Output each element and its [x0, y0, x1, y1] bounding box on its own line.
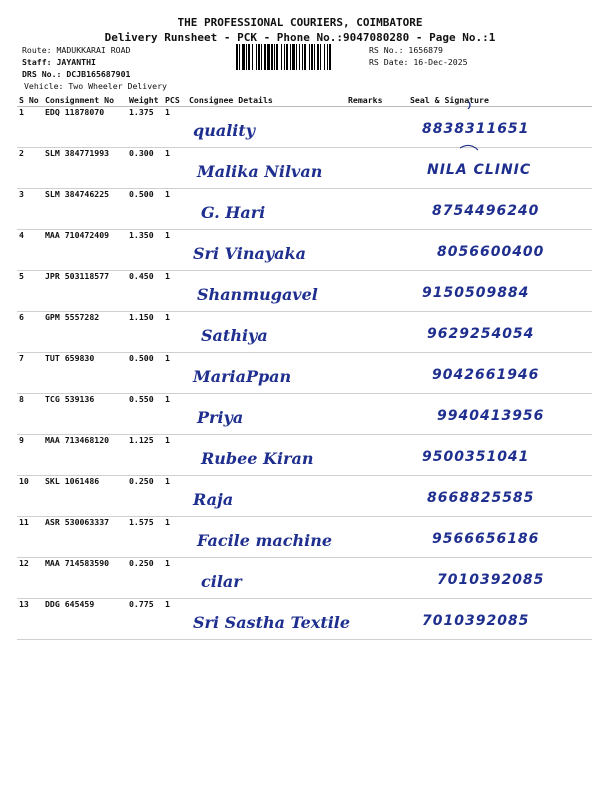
row-weight: 0.250: [127, 558, 163, 599]
row-signature: [408, 599, 592, 640]
row-signature: [408, 558, 592, 599]
signature-handwriting: 9940413956: [437, 408, 545, 424]
row-weight: 0.250: [127, 476, 163, 517]
row-weight: 0.775: [127, 599, 163, 640]
row-signature: [408, 107, 592, 148]
row-signature: [408, 230, 592, 271]
table-row: [17, 599, 592, 640]
row-weight: 0.500: [127, 353, 163, 394]
vehicle-label: Vehicle: Two Wheeler Delivery: [24, 81, 167, 91]
row-consignment-no: MAA 713468120: [43, 435, 127, 476]
row-pcs: 1: [163, 353, 187, 394]
signature-handwriting: 7010392085: [437, 572, 545, 588]
row-remarks: [346, 476, 408, 517]
table-row: [17, 476, 592, 517]
consignee-handwriting: Sri Sastha Textile: [193, 613, 351, 632]
row-sno: 8: [17, 394, 43, 435]
col-consignee: Consignee Details: [187, 93, 346, 107]
table-row: [17, 189, 592, 230]
consignee-handwriting: Priya: [197, 408, 244, 427]
row-weight: 0.300: [127, 148, 163, 189]
rs-number: RS No.: 1656879: [369, 45, 443, 55]
staff-label: Staff: JAYANTHI: [22, 57, 96, 67]
row-consignee: [187, 189, 346, 230]
row-remarks: [346, 148, 408, 189]
row-sno: 11: [17, 517, 43, 558]
row-remarks: [346, 353, 408, 394]
row-sno: 10: [17, 476, 43, 517]
row-pcs: 1: [163, 599, 187, 640]
row-weight: 0.550: [127, 394, 163, 435]
row-consignee: [187, 476, 346, 517]
col-signature: Seal & Signature: [408, 93, 592, 107]
row-sno: 5: [17, 271, 43, 312]
signature-handwriting: 8754496240: [432, 203, 540, 219]
signature-handwriting: 7010392085: [422, 613, 530, 629]
row-consignee: [187, 517, 346, 558]
row-signature: [408, 435, 592, 476]
row-sno: 6: [17, 312, 43, 353]
table-row: [17, 353, 592, 394]
row-consignee: [187, 271, 346, 312]
row-sno: 7: [17, 353, 43, 394]
col-consignment: Consignment No: [43, 93, 127, 107]
table-row: [17, 148, 592, 189]
row-sno: 3: [17, 189, 43, 230]
row-weight: 1.350: [127, 230, 163, 271]
row-consignee: [187, 230, 346, 271]
consignee-handwriting: G. Hari: [201, 203, 266, 222]
row-consignee: [187, 394, 346, 435]
row-remarks: [346, 558, 408, 599]
signature-handwriting: NILA CLINIC: [427, 162, 532, 178]
barcode: [236, 44, 364, 70]
row-consignee: [187, 148, 346, 189]
row-pcs: 1: [163, 230, 187, 271]
row-consignment-no: DDG 645459: [43, 599, 127, 640]
row-pcs: 1: [163, 107, 187, 148]
row-consignment-no: TUT 659830: [43, 353, 127, 394]
row-pcs: 1: [163, 189, 187, 230]
row-pcs: 1: [163, 148, 187, 189]
runsheet-subtitle: Delivery Runsheet - PCK - Phone No.:9047080280 - Page No.:1: [104, 31, 496, 44]
row-consignee: [187, 107, 346, 148]
consignee-handwriting: quality: [193, 121, 256, 140]
table-row: [17, 435, 592, 476]
table-row: [17, 517, 592, 558]
row-consignee: [187, 435, 346, 476]
table-row: [17, 230, 592, 271]
row-remarks: [346, 189, 408, 230]
row-weight: 1.375: [127, 107, 163, 148]
row-signature: [408, 517, 592, 558]
signature-handwriting: 9150509884: [422, 285, 530, 301]
signature-handwriting: 8056600400: [437, 244, 545, 260]
row-remarks: [346, 517, 408, 558]
row-consignee: [187, 312, 346, 353]
signature-handwriting: 8668825585: [427, 490, 535, 506]
row-consignee: [187, 353, 346, 394]
row-consignment-no: JPR 503118577: [43, 271, 127, 312]
row-sno: 2: [17, 148, 43, 189]
row-weight: 1.150: [127, 312, 163, 353]
row-remarks: [346, 271, 408, 312]
route-label: Route: MADUKKARAI ROAD: [22, 45, 131, 55]
signature-handwriting: 9500351041: [422, 449, 530, 465]
rs-date: RS Date: 16-Dec-2025: [369, 57, 468, 67]
consignee-handwriting: Malika Nilvan: [197, 162, 323, 181]
row-consignment-no: SLM 384771993: [43, 148, 127, 189]
consignee-handwriting: MariaPpan: [193, 367, 292, 386]
consignee-handwriting: Facile machine: [197, 531, 333, 550]
row-remarks: [346, 107, 408, 148]
row-consignment-no: GPM 5557282: [43, 312, 127, 353]
row-consignment-no: TCG 539136: [43, 394, 127, 435]
row-sno: 12: [17, 558, 43, 599]
row-consignment-no: MAA 714583590: [43, 558, 127, 599]
col-pcs: PCS: [163, 93, 187, 107]
runsheet-table: [17, 93, 592, 640]
row-signature: [408, 189, 592, 230]
table-row: [17, 271, 592, 312]
row-pcs: 1: [163, 558, 187, 599]
row-sno: 4: [17, 230, 43, 271]
row-weight: 0.450: [127, 271, 163, 312]
row-remarks: [346, 435, 408, 476]
row-signature: [408, 476, 592, 517]
table-row: [17, 107, 592, 148]
row-remarks: [346, 312, 408, 353]
table-row: [17, 394, 592, 435]
table-header-row: [17, 93, 592, 107]
row-signature: [408, 312, 592, 353]
consignee-handwriting: Raja: [193, 490, 234, 509]
consignee-handwriting: Shanmugavel: [197, 285, 318, 304]
signature-handwriting: 9042661946: [432, 367, 540, 383]
signature-handwriting: 9566656186: [432, 531, 540, 547]
row-signature: [408, 148, 592, 189]
row-pcs: 1: [163, 476, 187, 517]
row-remarks: [346, 599, 408, 640]
row-weight: 0.500: [127, 189, 163, 230]
row-sno: 9: [17, 435, 43, 476]
signature-handwriting: 8838311651: [422, 121, 530, 137]
row-consignment-no: SLM 384746225: [43, 189, 127, 230]
row-pcs: 1: [163, 517, 187, 558]
row-consignment-no: ASR 530063337: [43, 517, 127, 558]
row-remarks: [346, 230, 408, 271]
row-signature: [408, 394, 592, 435]
row-consignee: [187, 558, 346, 599]
row-pcs: 1: [163, 435, 187, 476]
consignee-handwriting: Rubee Kiran: [201, 449, 314, 468]
row-pcs: 1: [163, 394, 187, 435]
drs-label: DRS No.: DCJB165687901: [22, 69, 131, 79]
table-row: [17, 558, 592, 599]
row-sno: 1: [17, 107, 43, 148]
row-consignment-no: SKL 1061486: [43, 476, 127, 517]
consignee-handwriting: Sathiya: [201, 326, 268, 345]
row-pcs: 1: [163, 271, 187, 312]
row-sno: 13: [17, 599, 43, 640]
signature-handwriting: 9629254054: [427, 326, 535, 342]
row-consignment-no: EDQ 11878070: [43, 107, 127, 148]
row-signature: [408, 353, 592, 394]
row-signature: [408, 271, 592, 312]
col-sno: S No: [17, 93, 43, 107]
row-consignment-no: MAA 710472409: [43, 230, 127, 271]
consignee-handwriting: Sri Vinayaka: [193, 244, 306, 263]
row-weight: 1.575: [127, 517, 163, 558]
row-consignee: [187, 599, 351, 640]
row-weight: 1.125: [127, 435, 163, 476]
table-row: [17, 312, 592, 353]
page-title: THE PROFESSIONAL COURIERS, COIMBATORE: [177, 16, 423, 29]
col-remarks: Remarks: [346, 93, 408, 107]
consignee-handwriting: cilar: [201, 572, 242, 591]
row-pcs: 1: [163, 312, 187, 353]
col-weight: Weight: [127, 93, 163, 107]
row-remarks: [346, 394, 408, 435]
